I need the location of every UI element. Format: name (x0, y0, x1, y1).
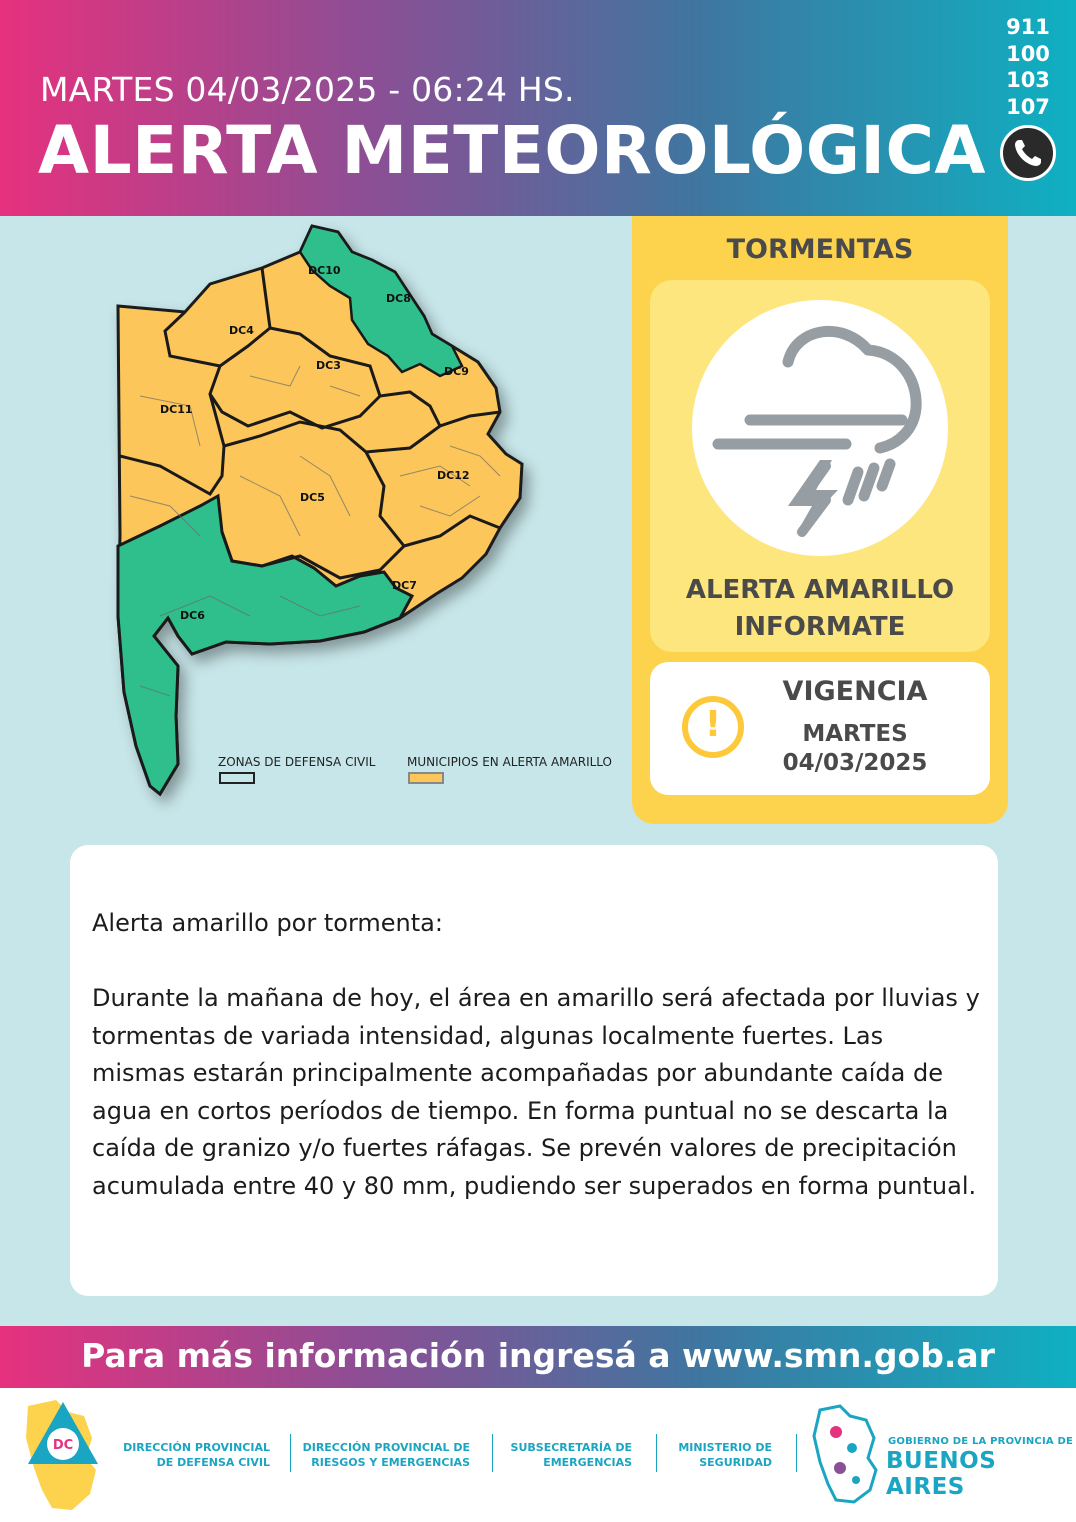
zone-label: DC6 (180, 609, 205, 622)
exclamation-icon: ! (682, 696, 744, 758)
zone-label: DC9 (444, 365, 469, 378)
zone-label: DC11 (160, 403, 193, 416)
org-line: DE DEFENSA CIVIL (156, 1456, 270, 1469)
storm-panel (632, 216, 1008, 824)
org-line: DIRECCIÓN PROVINCIAL (123, 1441, 270, 1454)
zone-label: DC10 (308, 264, 341, 277)
org-line: MINISTERIO DE (678, 1441, 772, 1454)
message-card (70, 845, 998, 1296)
thunderstorm-icon (692, 300, 948, 556)
legend-zones-swatch (219, 772, 255, 784)
storm-inner-card (650, 280, 990, 652)
map-yellow-area (118, 226, 522, 794)
org-defensa-civil (110, 1440, 270, 1470)
phone-number: 911 (1006, 15, 1050, 39)
legend-municipalities-swatch (408, 772, 444, 784)
province-emblem-icon (810, 1402, 882, 1506)
org-line: RIESGOS Y EMERGENCIAS (311, 1456, 470, 1469)
footer-divider (290, 1434, 291, 1472)
validity-weekday: MARTES (802, 721, 908, 747)
gov-title: BUENOS AIRES (886, 1448, 997, 1500)
phone-icon (1000, 125, 1056, 181)
hazard-title: TORMENTAS (726, 234, 914, 265)
footer-divider (492, 1434, 493, 1472)
zone-label: DC12 (437, 469, 470, 482)
info-text: Para más información ingresá a www.smn.gob.ar (81, 1336, 995, 1375)
footer (0, 1388, 1076, 1522)
org-ministerio (662, 1440, 772, 1470)
message-intro: Alerta amarillo por tormenta: (92, 909, 443, 937)
province-map (0, 216, 630, 826)
org-line: SEGURIDAD (699, 1456, 772, 1469)
zone-label: DC8 (386, 292, 411, 305)
org-riesgos (298, 1440, 470, 1470)
zone-label: DC3 (316, 359, 341, 372)
alert-level-line: INFORMATE (734, 612, 906, 642)
message-body: Durante la mañana de hoy, el área en amarillo será afectada por lluvias y tormentas de variada intensidad, algunas localmente fuertes. Las mismas estarán principalmente acompañadas por abundante caída de agua en cortos períodos de tiempo. En forma puntual no se descarta la caída de granizo y/o fuertes ráfagas. Se prevén valores de precipitación acumulada entre 40 y 80 mm, pudiendo ser superados en forma puntual. (92, 984, 980, 1200)
validity-day-date: 04/03/2025 (782, 750, 928, 776)
org-line: SUBSECRETARÍA DE (510, 1441, 632, 1454)
gov-subtitle: GOBIERNO DE LA PROVINCIA DE (888, 1436, 1074, 1447)
alert-level-line: ALERTA AMARILLO (685, 575, 955, 605)
page-title: ALERTA METEOROLÓGICA (38, 112, 986, 189)
header-banner (0, 0, 1076, 216)
civil-defense-logo (22, 1398, 104, 1514)
legend-municipalities-label: MUNICIPIOS EN ALERTA AMARILLO (407, 755, 612, 769)
phone-number: 107 (1006, 94, 1050, 119)
alert-date: MARTES 04/03/2025 - 06:24 HS. (40, 70, 575, 109)
validity-date (720, 720, 990, 778)
zone-label: DC4 (229, 324, 254, 337)
info-bar (0, 1326, 1076, 1388)
dc-badge: DC (52, 1438, 74, 1453)
map-svg (0, 216, 630, 826)
zone-label: DC5 (300, 491, 325, 504)
validity-title: VIGENCIA (782, 676, 928, 707)
footer-divider (656, 1434, 657, 1472)
emergency-phones (1000, 14, 1056, 120)
org-line: DIRECCIÓN PROVINCIAL DE (302, 1441, 470, 1454)
footer-divider (796, 1434, 797, 1472)
alert-level (650, 572, 990, 646)
phone-number: 100 (1006, 41, 1050, 66)
org-line: EMERGENCIAS (543, 1456, 632, 1469)
validity-card (650, 662, 990, 795)
org-emergencias (500, 1440, 632, 1470)
zone-label: DC7 (392, 579, 417, 592)
storm-icon-circle (692, 300, 948, 556)
legend-zones-label: ZONAS DE DEFENSA CIVIL (218, 755, 376, 769)
phone-number: 103 (1006, 68, 1050, 92)
